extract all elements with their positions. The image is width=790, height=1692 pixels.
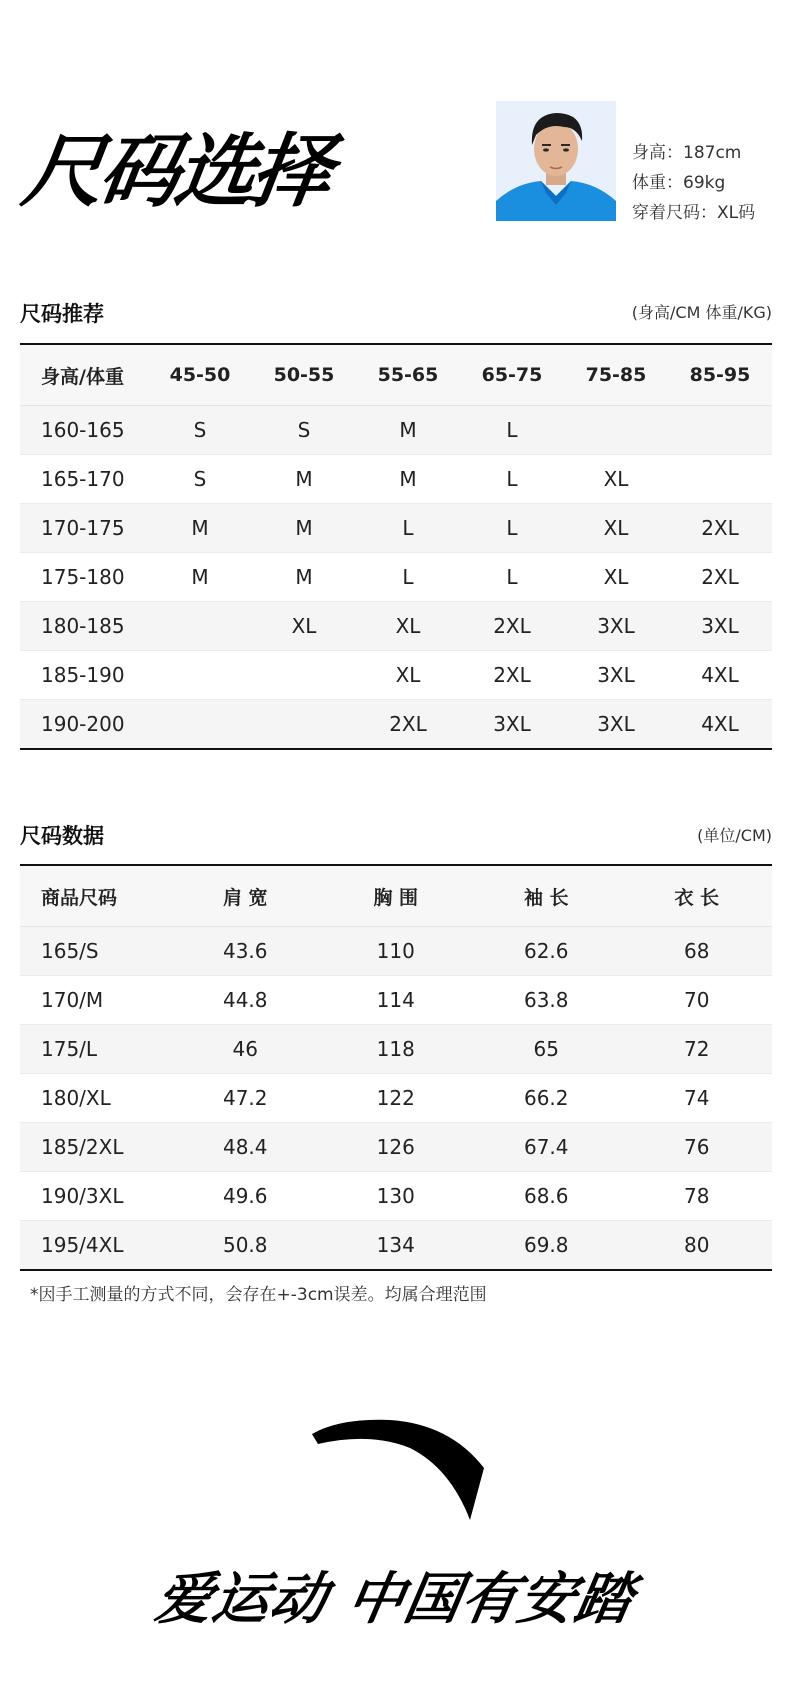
table-cell: 63.8 (471, 976, 622, 1025)
table-cell: L (356, 553, 460, 602)
table-cell: 3XL (668, 602, 772, 651)
table-cell: 170/M (20, 976, 170, 1025)
table-cell: 165-170 (20, 455, 148, 504)
table-cell: XL (252, 602, 356, 651)
header-cell: 肩 宽 (170, 866, 321, 927)
table-cell: 74 (622, 1074, 773, 1123)
table-cell: 185/2XL (20, 1123, 170, 1172)
header-cell: 45-50 (148, 345, 252, 406)
table-row (20, 1025, 772, 1074)
measurements-title: 尺码数据 (20, 824, 104, 848)
table-cell: 3XL (460, 700, 564, 749)
page-title: 尺码选择 (17, 125, 335, 218)
table-cell: 170-175 (20, 504, 148, 553)
table-cell: L (356, 504, 460, 553)
table-cell: 4XL (668, 700, 772, 749)
header-cell: 65-75 (460, 345, 564, 406)
header-cell: 75-85 (564, 345, 668, 406)
table-cell: M (252, 553, 356, 602)
table-cell: XL (564, 455, 668, 504)
table-cell: M (148, 553, 252, 602)
table-cell (252, 651, 356, 700)
table-cell: 47.2 (170, 1074, 321, 1123)
table-cell: 122 (321, 1074, 472, 1123)
table-cell: 48.4 (170, 1123, 321, 1172)
table-cell: XL (356, 602, 460, 651)
table-cell (564, 406, 668, 455)
table-row (20, 651, 772, 700)
table-cell: 2XL (356, 700, 460, 749)
recommend-header-row (20, 345, 772, 406)
table-cell: L (460, 406, 564, 455)
table-cell: L (460, 455, 564, 504)
table-cell: 46 (170, 1025, 321, 1074)
table-cell: 160-165 (20, 406, 148, 455)
table-cell: M (356, 406, 460, 455)
model-weight: 体重：69kg (632, 173, 726, 193)
measurements-unit: (单位/CM) (697, 826, 772, 845)
table-cell: 130 (321, 1172, 472, 1221)
header-cell: 身高/体重 (20, 345, 148, 406)
header-cell: 衣 长 (622, 866, 773, 927)
table-row (20, 504, 772, 553)
table-row (20, 976, 772, 1025)
table-cell: S (252, 406, 356, 455)
recommend-unit: (身高/CM 体重/KG) (631, 303, 772, 322)
table-cell: 62.6 (471, 927, 622, 976)
table-cell: 110 (321, 927, 472, 976)
measurement-disclaimer: *因手工测量的方式不同，会存在+-3cm误差。均属合理范围 (30, 1285, 487, 1305)
table-row (20, 1172, 772, 1221)
table-cell (148, 602, 252, 651)
table-cell: 175-180 (20, 553, 148, 602)
measurements-header-row (20, 866, 772, 927)
header-cell: 85-95 (668, 345, 772, 406)
table-cell: 3XL (564, 651, 668, 700)
table-cell: 50.8 (170, 1221, 321, 1270)
table-cell: 68 (622, 927, 773, 976)
table-cell: 2XL (460, 651, 564, 700)
table-cell: 2XL (668, 553, 772, 602)
table-cell (148, 651, 252, 700)
table-cell: XL (564, 504, 668, 553)
table-cell: 180-185 (20, 602, 148, 651)
table-cell: 78 (622, 1172, 773, 1221)
model-size-worn: 穿着尺码：XL码 (632, 203, 756, 223)
table-row (20, 406, 772, 455)
table-cell (668, 406, 772, 455)
table-cell: M (356, 455, 460, 504)
table-cell (252, 700, 356, 749)
model-photo (496, 101, 616, 221)
slogan-text: 爱运动 中国有安踏 (150, 1567, 639, 1632)
table-cell: 70 (622, 976, 773, 1025)
header-cell: 55-65 (356, 345, 460, 406)
header-cell: 胸 围 (321, 866, 472, 927)
recommend-table (20, 343, 772, 750)
table-cell: S (148, 406, 252, 455)
table-cell: 126 (321, 1123, 472, 1172)
table-cell: 165/S (20, 927, 170, 976)
table-cell: 43.6 (170, 927, 321, 976)
table-cell: 65 (471, 1025, 622, 1074)
table-cell: 180/XL (20, 1074, 170, 1123)
table-cell: L (460, 553, 564, 602)
table-cell: 80 (622, 1221, 773, 1270)
table-cell: M (252, 504, 356, 553)
table-cell (148, 700, 252, 749)
table-cell: 3XL (564, 700, 668, 749)
table-row (20, 553, 772, 602)
table-cell: 76 (622, 1123, 773, 1172)
table-row (20, 700, 772, 749)
table-cell: L (460, 504, 564, 553)
anta-swoosh-icon (310, 1418, 485, 1520)
table-cell: 185-190 (20, 651, 148, 700)
table-row (20, 455, 772, 504)
table-cell: 114 (321, 976, 472, 1025)
table-cell: 118 (321, 1025, 472, 1074)
table-cell: 2XL (460, 602, 564, 651)
table-cell (668, 455, 772, 504)
table-cell: 175/L (20, 1025, 170, 1074)
table-cell: XL (356, 651, 460, 700)
model-stats (632, 138, 755, 228)
table-cell: 69.8 (471, 1221, 622, 1270)
table-cell: M (252, 455, 356, 504)
model-height: 身高：187cm (632, 143, 742, 163)
table-cell: 4XL (668, 651, 772, 700)
brand-slogan (0, 1555, 790, 1635)
table-cell: 195/4XL (20, 1221, 170, 1270)
table-cell: 68.6 (471, 1172, 622, 1221)
header-cell: 袖 长 (471, 866, 622, 927)
table-cell: 72 (622, 1025, 773, 1074)
table-row (20, 1074, 772, 1123)
table-row (20, 1221, 772, 1270)
table-cell: 44.8 (170, 976, 321, 1025)
table-cell: 134 (321, 1221, 472, 1270)
table-row (20, 602, 772, 651)
table-cell: 67.4 (471, 1123, 622, 1172)
table-row (20, 1123, 772, 1172)
table-row (20, 927, 772, 976)
table-cell: 190/3XL (20, 1172, 170, 1221)
recommend-title: 尺码推荐 (20, 302, 104, 326)
measurements-table (20, 864, 772, 1271)
header-cell: 商品尺码 (20, 866, 170, 927)
table-cell: 2XL (668, 504, 772, 553)
table-cell: 3XL (564, 602, 668, 651)
table-cell: 66.2 (471, 1074, 622, 1123)
table-cell: M (148, 504, 252, 553)
table-cell: XL (564, 553, 668, 602)
table-cell: S (148, 455, 252, 504)
header-cell: 50-55 (252, 345, 356, 406)
table-cell: 190-200 (20, 700, 148, 749)
table-cell: 49.6 (170, 1172, 321, 1221)
